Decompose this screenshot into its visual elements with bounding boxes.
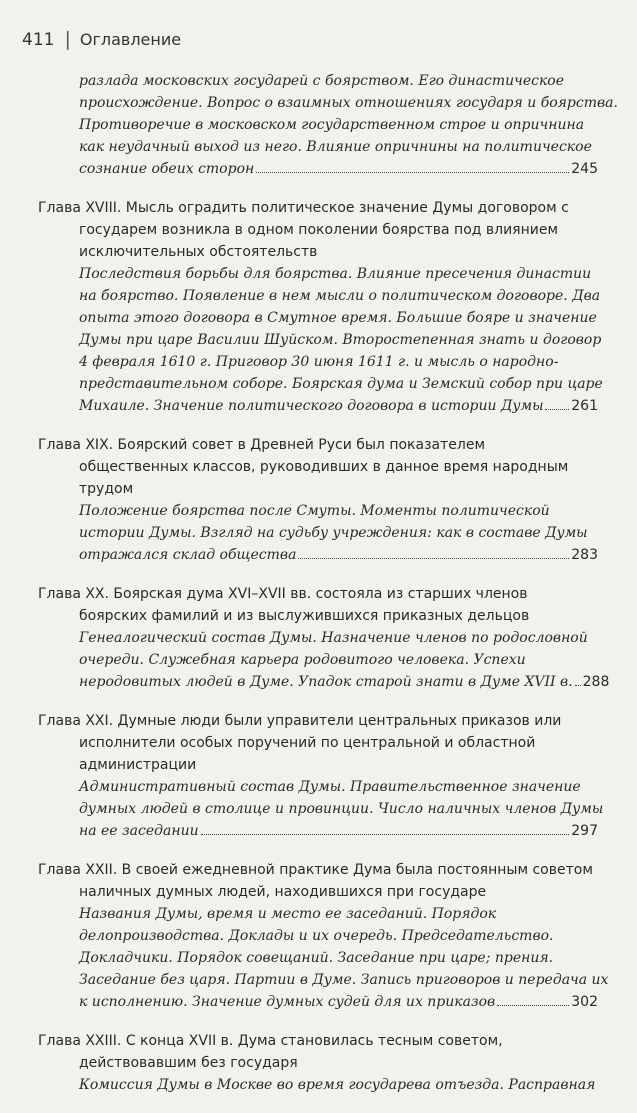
- dot-leader: [575, 685, 581, 686]
- page-ref[interactable]: 288: [582, 674, 610, 690]
- dot-leader: [256, 172, 569, 173]
- summary-line: Докладчики. Порядок совещаний. Заседание при царе; прения.: [79, 950, 554, 966]
- summary-last-line: [79, 820, 598, 842]
- chapter-summary: [38, 263, 603, 417]
- toc-body: [38, 70, 618, 1113]
- chapter-title[interactable]: Глава XVIII. Мысль оградить политическое значение Думы договором с государем возникла в одном поколении боярства под влиянием исключительных обстоятельств: [38, 200, 569, 260]
- chapter-title[interactable]: Глава XX. Боярская дума XVI–XVII вв. состояла из старших членов боярских фамилий и из выслужившихся приказных дельцов: [38, 586, 530, 624]
- summary-line: отражался склад общества: [79, 547, 297, 563]
- summary-line: Думы при царе Василии Шуйском. Второстепенная знать и договор: [79, 332, 602, 348]
- page-ref[interactable]: 302: [571, 994, 598, 1010]
- summary-last-line: [79, 544, 598, 566]
- page-header: [22, 28, 181, 52]
- summary-last-line: [79, 158, 598, 180]
- summary-line: Положение боярства после Смуты. Моменты политической: [79, 503, 550, 519]
- summary-line: Административный состав Думы. Правительственное значение: [79, 779, 581, 795]
- dot-leader: [298, 558, 569, 559]
- summary-line: опыта этого договора в Смутное время. Большие бояре и значение: [79, 310, 597, 326]
- summary-line: 4 февраля 1610 г. Приговор 30 июня 1611 г. и мысль о народно-: [79, 354, 559, 370]
- summary-line: истории Думы. Взгляд на судьбу учреждения: как в составе Думы: [79, 525, 588, 541]
- summary-line: Генеалогический состав Думы. Назначение членов по родословной: [79, 630, 588, 646]
- page-ref[interactable]: 245: [571, 161, 598, 177]
- toc-entry-chapter-20: [38, 583, 610, 693]
- summary-line: происхождение. Вопрос о взаимных отношениях государя и боярства.: [79, 95, 618, 111]
- summary-line: сознание обеих сторон: [79, 161, 255, 177]
- page-ref[interactable]: 283: [571, 547, 598, 563]
- toc-entry-chapter-18: [38, 197, 603, 417]
- summary-line: делопроизводства. Доклады и их очередь. Председательство.: [79, 928, 554, 944]
- page-ref[interactable]: 297: [571, 823, 598, 839]
- chapter-title[interactable]: Глава XXII. В своей ежедневной практике Дума была постоянным советом наличных думных людей, находившихся при государе: [38, 862, 593, 900]
- running-title: Оглавление: [79, 30, 182, 49]
- toc-entry-continuation: [38, 70, 618, 180]
- chapter-summary: [38, 70, 618, 180]
- summary-line: Комиссия Думы в Москве во время государева отъезда. Расправная: [79, 1077, 596, 1093]
- summary-line: Названия Думы, время и место ее заседаний. Порядок: [79, 906, 497, 922]
- toc-entry-chapter-23: [38, 1030, 598, 1096]
- summary-line: разлада московских государей с боярством. Его династическое: [79, 73, 565, 89]
- chapter-summary: [38, 776, 604, 842]
- summary-line: Заседание без царя. Партии в Думе. Запись приговоров и передача их: [79, 972, 609, 988]
- chapter-title[interactable]: Глава XXI. Думные люди были управители центральных приказов или исполнители особых поручений по центральной и областной администрации: [38, 713, 562, 773]
- summary-last-line: [79, 671, 610, 693]
- summary-line: на боярство. Появление в нем мысли о политическом договоре. Два: [79, 288, 601, 304]
- summary-line: к исполнению. Значение думных судей для их приказов: [79, 994, 496, 1010]
- header-separator: |: [64, 28, 71, 50]
- summary-last-line: [79, 991, 598, 1013]
- summary-line: Противоречие в московском государственном строе и опричнина: [79, 117, 585, 133]
- summary-line: на ее заседании: [79, 823, 199, 839]
- toc-entry-chapter-22: [38, 859, 609, 1013]
- toc-entry-chapter-21: [38, 710, 604, 842]
- chapter-summary: [38, 500, 598, 566]
- summary-line: Последствия борьбы для боярства. Влияние пресечения династии: [79, 266, 592, 282]
- chapter-summary: [38, 1074, 598, 1096]
- page-number: 411: [22, 30, 55, 50]
- summary-line: Михаиле. Значение политического договора в истории Думы: [79, 398, 544, 414]
- summary-last-line: [79, 395, 598, 417]
- dot-leader: [201, 834, 570, 835]
- summary-line: как неудачный выход из него. Влияние опричнины на политическое: [79, 139, 592, 155]
- dot-leader: [545, 409, 569, 410]
- chapter-summary: [38, 627, 610, 693]
- dot-leader: [497, 1005, 569, 1006]
- summary-line: очереди. Служебная карьера родовитого человека. Успехи: [79, 652, 526, 668]
- chapter-title[interactable]: Глава XIX. Боярский совет в Древней Руси был показателем общественных классов, руководивших в данное время народным трудом: [38, 437, 569, 497]
- summary-line: представительном соборе. Боярская дума и Земский собор при царе: [79, 376, 603, 392]
- toc-entry-chapter-19: [38, 434, 598, 566]
- chapter-summary: [38, 903, 609, 1013]
- summary-line: думных людей в столице и провинции. Число наличных членов Думы: [79, 801, 604, 817]
- summary-line: неродовитых людей в Думе. Упадок старой знати в Думе XVII в.: [79, 674, 573, 690]
- chapter-title[interactable]: Глава XXIII. С конца XVII в. Дума становилась тесным советом, действовавшим без государя: [38, 1033, 503, 1071]
- page-ref[interactable]: 261: [571, 398, 598, 414]
